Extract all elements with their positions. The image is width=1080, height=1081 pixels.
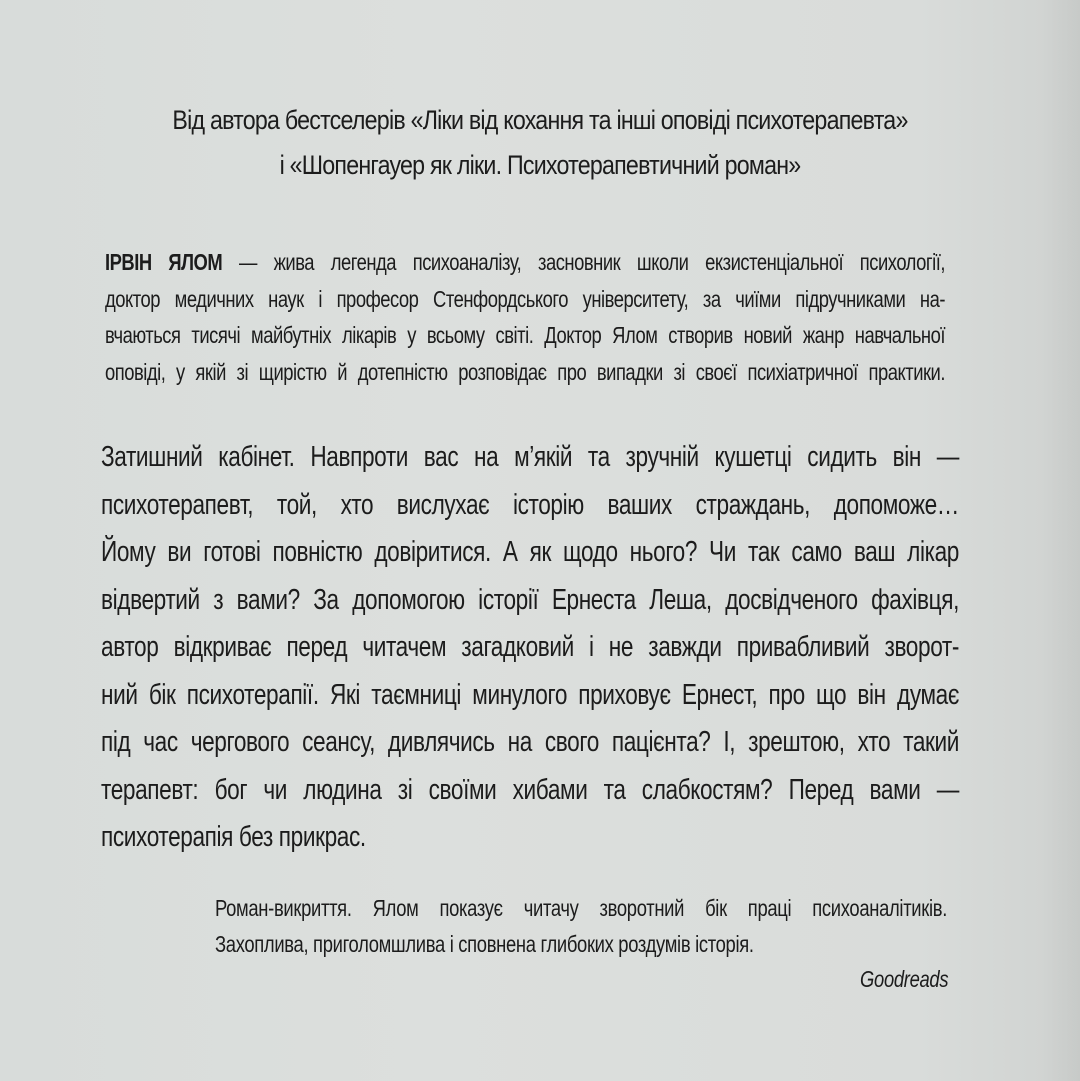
blurb-line: психотерапія без прикрас.	[101, 821, 366, 853]
quote-source: Goodreads	[859, 966, 948, 992]
tagline-line: Від автора бестселерів «Ліки від кохання та інші оповіді психотерапевта»	[172, 105, 908, 135]
bio-line: доктор медичних наук і професор Стенфордського університету, за чиїми підручниками на-	[105, 285, 945, 312]
tagline-line: і «Шопенгауер як ліки. Психотерапевтичний роман»	[279, 150, 801, 180]
blurb-line: психотерапевт, той, хто вислухає історію ваших страждань, допоможе…	[101, 488, 959, 521]
blurb-line: відвертий з вами? За допомогою історії Ернеста Леша, досвідченого фахівця,	[101, 583, 959, 616]
bio-line: оповіді, у якій зі щирістю й дотепністю розповідає про випадки зі своєї психіатричної практики.	[105, 358, 945, 385]
quote-line: Роман-викриття. Ялом показує читачу зворотний бік праці психоаналітиків.	[215, 895, 947, 921]
blurb-line: Затишний кабінет. Навпроти вас на м’якій та зручній кушетці сидить він —	[101, 441, 959, 473]
blurb-line: Йому ви готові повністю довіритися. А як щодо нього? Чи так само ваш лікар	[101, 536, 959, 568]
book-blurb	[101, 434, 959, 862]
bio-line-text: — жива легенда психоаналізу, засновник школи екзистенціальної психології,	[222, 249, 946, 275]
blurb-line: терапевт: бог чи людина зі своїми хибами та слабкостям? Перед вами —	[101, 773, 959, 806]
review-quote	[215, 890, 947, 962]
bio-line	[105, 244, 945, 281]
blurb-line: під час чергового сеансу, дивлячись на свого пацієнта? І, зрештою, хто такий	[101, 726, 959, 758]
quote-line: Захоплива, приголомшлива і сповнена глибоких роздумів історія.	[215, 931, 754, 957]
page-edge-shadow	[1040, 0, 1080, 1081]
blurb-line: автор відкриває перед читачем загадковий і не завжди привабливий зворот-	[101, 631, 959, 663]
author-bio	[105, 244, 946, 390]
bestseller-tagline	[127, 98, 953, 188]
blurb-line: ний бік психотерапії. Які таємниці минулого приховує Ернест, про що він думає	[101, 678, 959, 711]
bio-line: вчаються тисячі майбутніх лікарів у всьому світі. Доктор Ялом створив новий жанр навчальної	[105, 322, 945, 348]
author-name: ІРВІН ЯЛОМ	[105, 249, 223, 275]
